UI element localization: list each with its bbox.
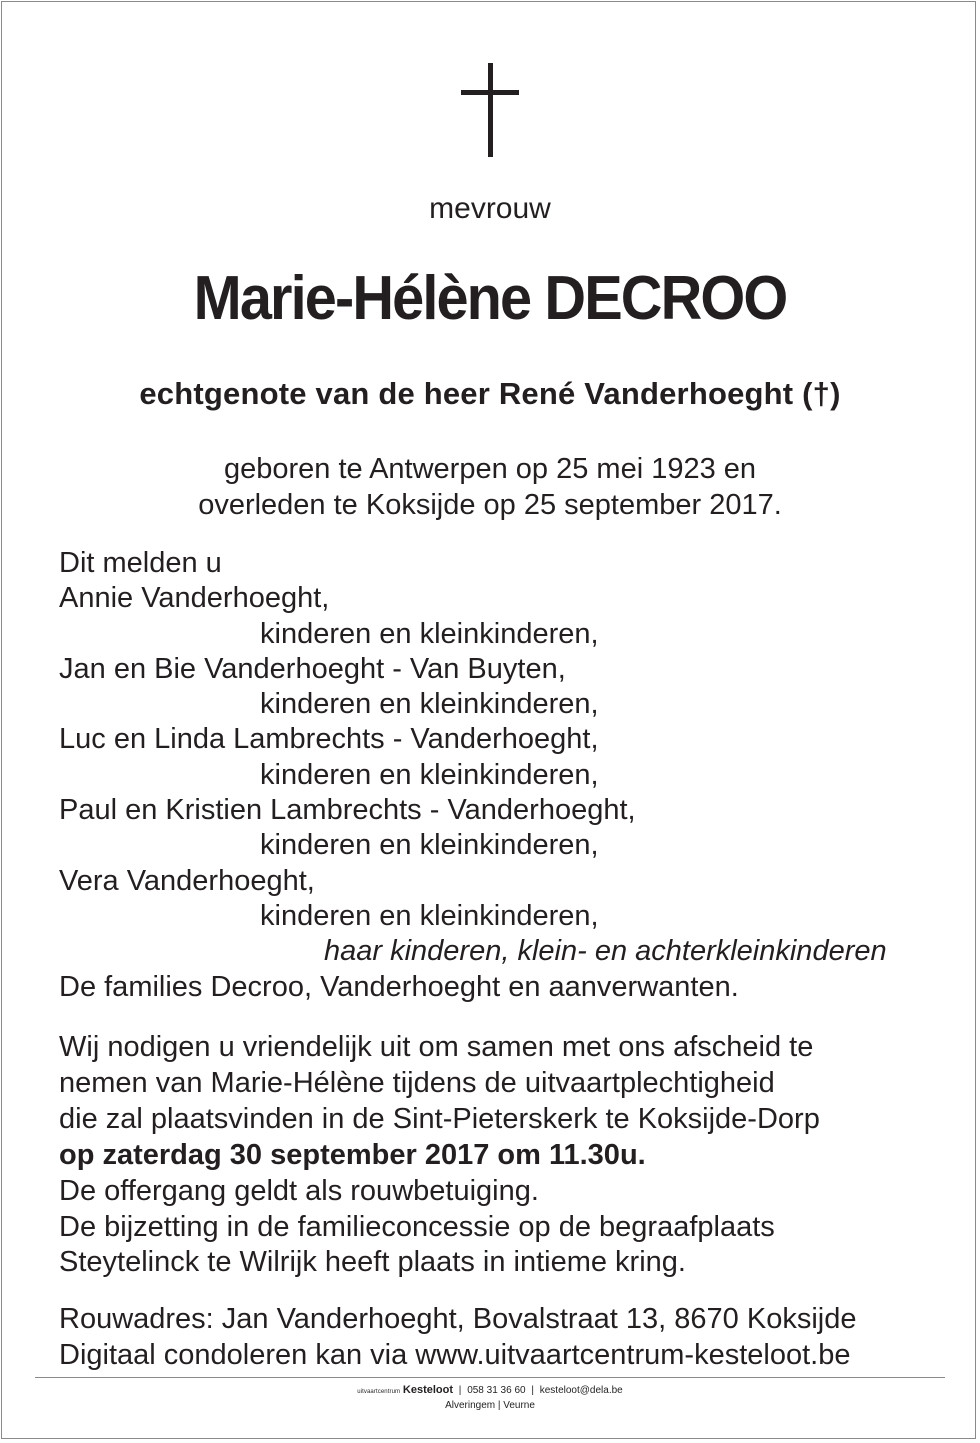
address-block	[59, 1302, 959, 1373]
invitation-line: Steytelinck te Wilrijk heeft plaats in intieme kring.	[59, 1246, 686, 1279]
brand-prefix: uitvaartcentrum	[357, 1389, 401, 1395]
funeral-home-footer: uitvaartcentrum Kesteloot | 058 31 36 60 | kesteloot@dela.be Alveringem | Veurne	[0, 1383, 980, 1413]
death-line: overleden te Koksijde op 25 september 2017.	[198, 489, 782, 521]
invitation-block	[59, 1030, 939, 1281]
birth-line: geboren te Antwerpen op 25 mei 1923 en	[223, 453, 757, 485]
invitation-line: die zal plaatsvinden in de Sint-Pieterskerk te Koksijde-Dorp	[59, 1102, 820, 1135]
family-descendants: kinderen en kleinkinderen,	[260, 899, 599, 932]
grandchildren-line: haar kinderen, klein- en achterkleinkinderen	[324, 935, 887, 968]
salutation: mevrouw	[429, 192, 551, 225]
cross-icon	[461, 63, 519, 157]
invitation-line: De offergang geldt als rouwbetuiging.	[59, 1174, 539, 1207]
family-member: Annie Vanderhoeght,	[59, 582, 330, 615]
mourning-address: Rouwadres: Jan Vanderhoeght, Bovalstraat 13, 8670 Koksijde	[59, 1303, 857, 1335]
family-block	[59, 546, 939, 1005]
email-address: kesteloot@dela.be	[539, 1385, 623, 1396]
ceremony-date: op zaterdag 30 september 2017 om 11.30u.	[59, 1138, 646, 1171]
brand-name: Kesteloot	[402, 1384, 454, 1396]
footer-divider	[35, 1377, 945, 1378]
family-member: Paul en Kristien Lambrechts - Vanderhoeght,	[59, 794, 636, 827]
family-descendants: kinderen en kleinkinderen,	[260, 688, 599, 721]
family-intro: Dit melden u	[59, 547, 222, 579]
invitation-line: nemen van Marie-Hélène tijdens de uitvaartplechtigheid	[59, 1066, 775, 1099]
spouse-line: echtgenote van de heer René Vanderhoeght (†)	[139, 376, 841, 411]
family-member: Jan en Bie Vanderhoeght - Van Buyten,	[59, 652, 566, 685]
family-descendants: kinderen en kleinkinderen,	[260, 617, 599, 650]
family-descendants: kinderen en kleinkinderen,	[260, 829, 599, 862]
family-member: Vera Vanderhoeght,	[59, 864, 315, 897]
invitation-line: Wij nodigen u vriendelijk uit om samen met ons afscheid te	[59, 1031, 814, 1063]
family-descendants: kinderen en kleinkinderen,	[260, 758, 599, 791]
birth-death-block	[0, 451, 980, 523]
invitation-line: De bijzetting in de familieconcessie op de begraafplaats	[59, 1210, 775, 1243]
phone-number: 058 31 36 60	[467, 1385, 526, 1396]
locations: Alveringem | Veurne	[445, 1400, 535, 1411]
online-condolence: Digitaal condoleren kan via www.uitvaartcentrum-kesteloot.be	[59, 1338, 851, 1371]
families-closing: De families Decroo, Vanderhoeght en aanverwanten.	[59, 970, 739, 1003]
deceased-name: Marie-Hélène DECROO	[193, 264, 787, 333]
family-member: Luc en Linda Lambrechts - Vanderhoeght,	[59, 723, 599, 756]
